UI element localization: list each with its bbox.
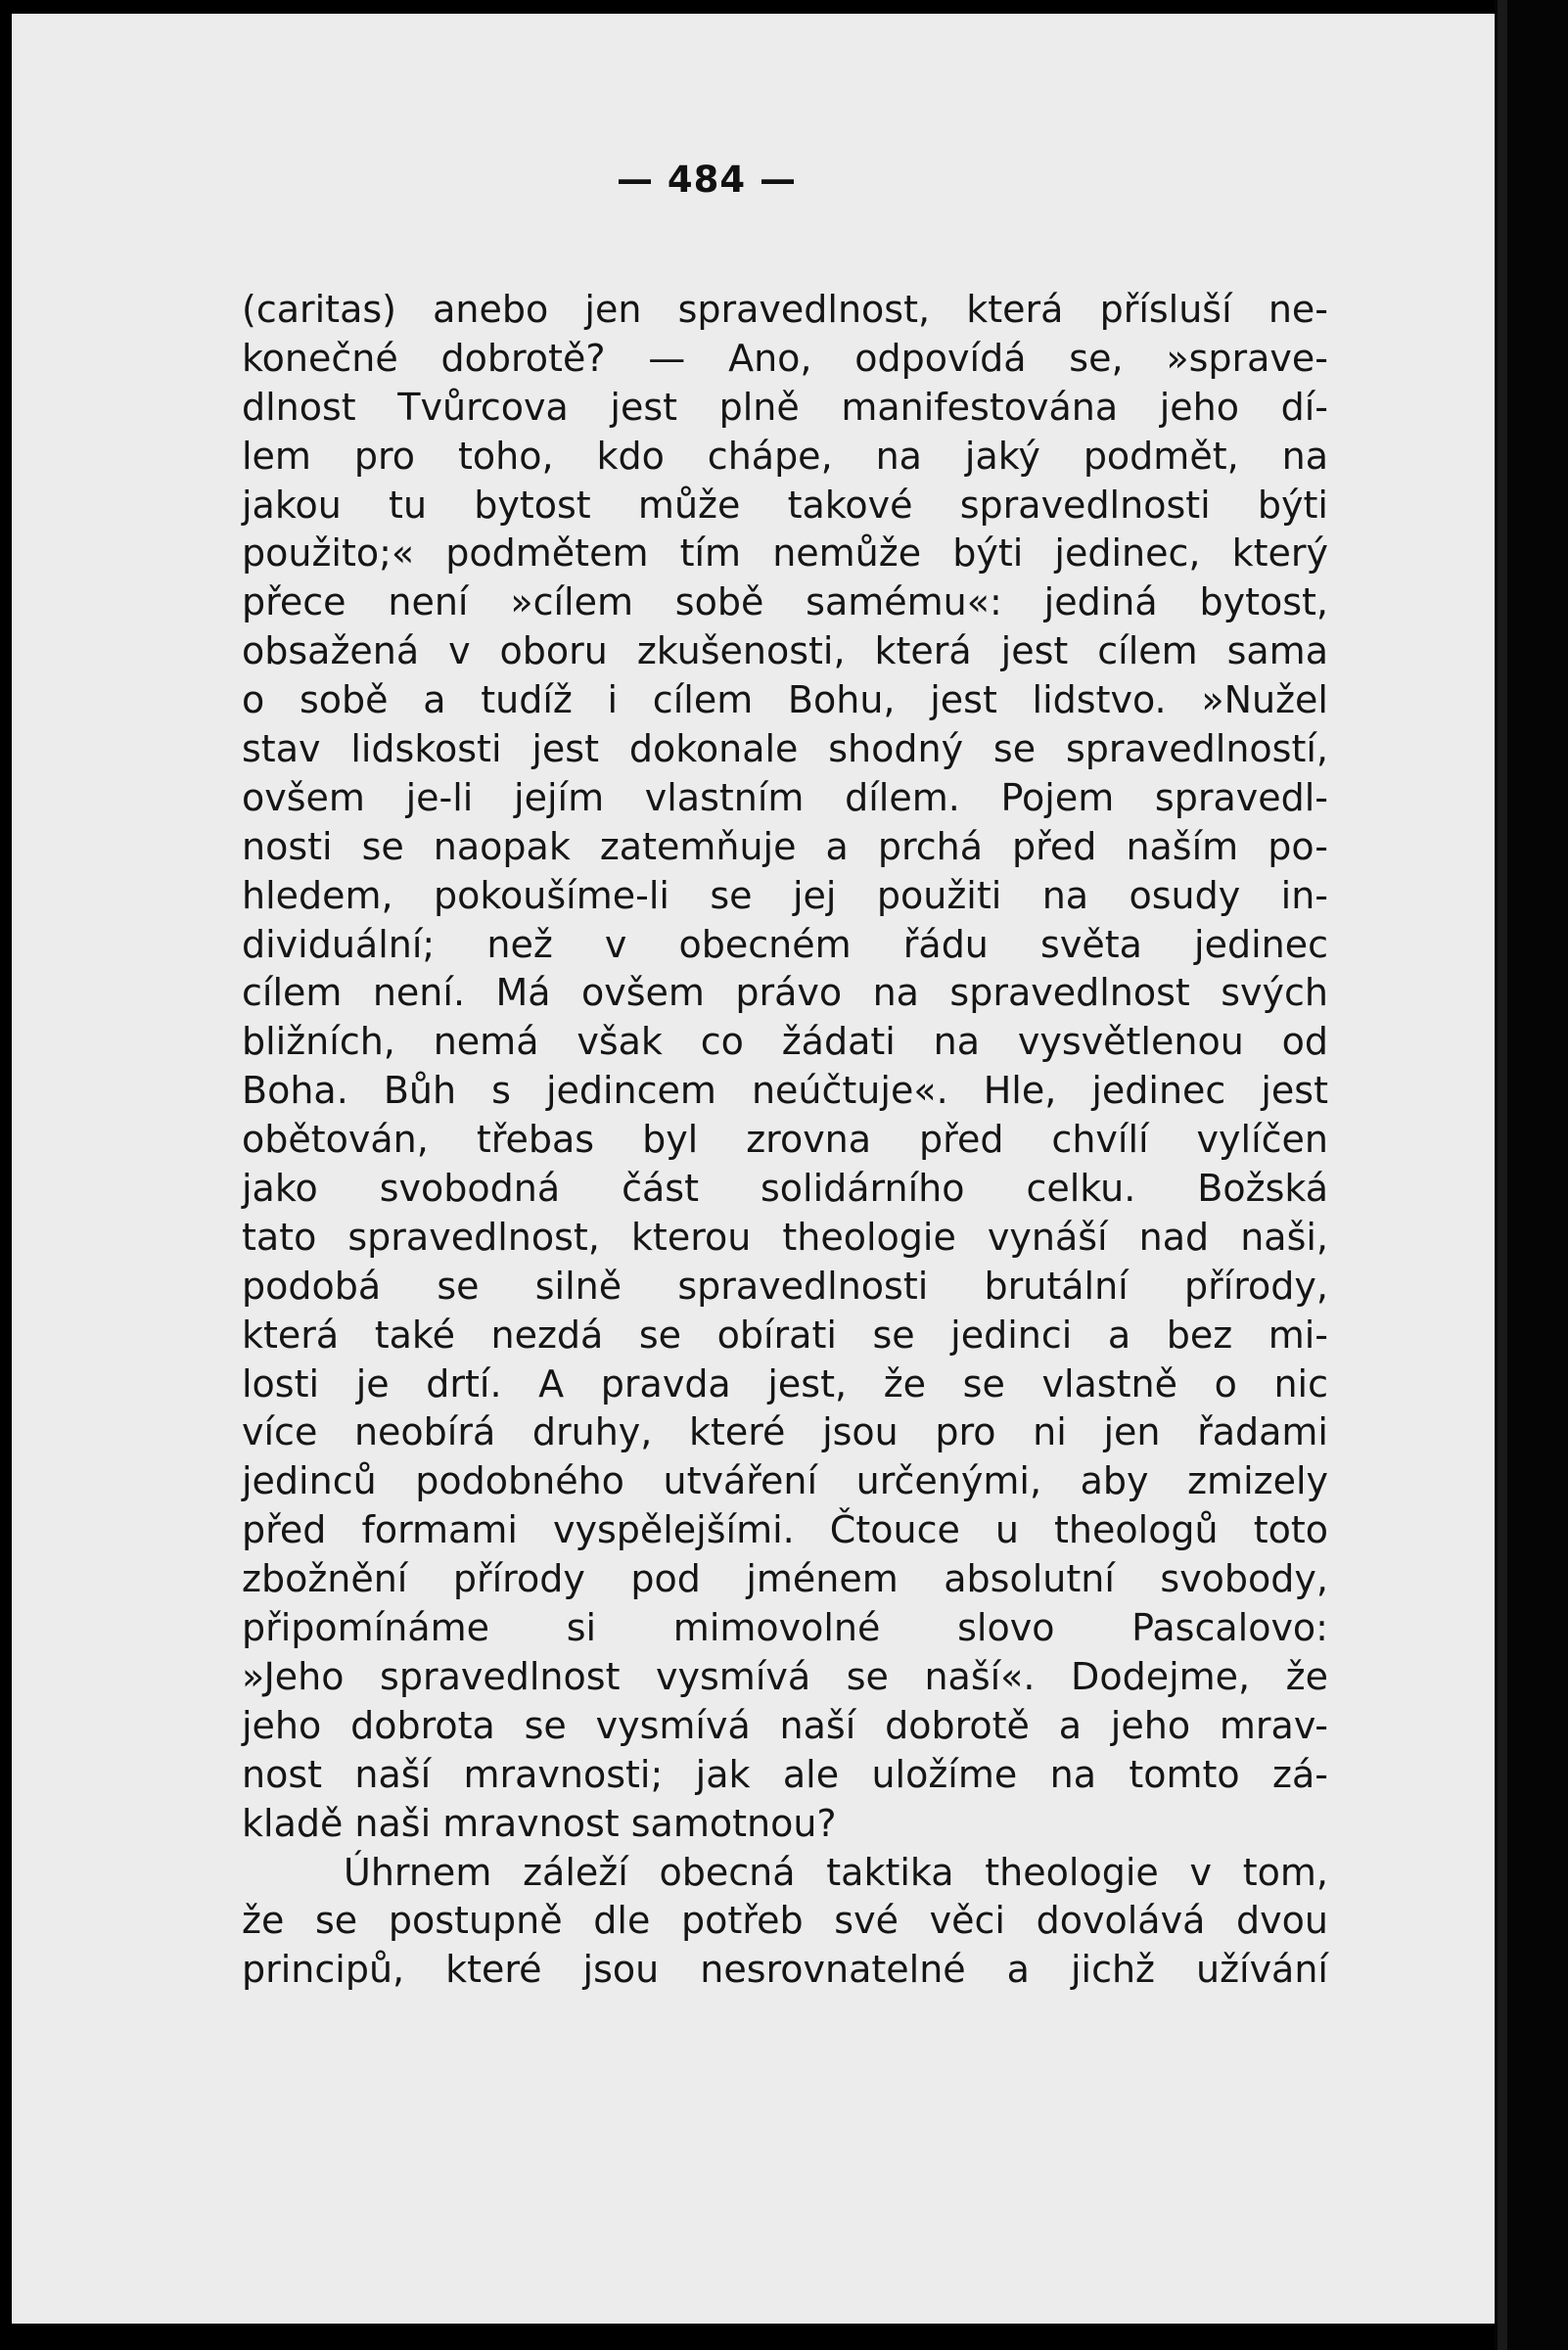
text-line: »Jeho spravedlnost vysmívá se naší«. Dodejme, že xyxy=(242,1654,1328,1698)
text-line: obětován, třebas byl zrovna před chvílí vylíčen xyxy=(242,1118,1328,1162)
text-line: Úhrnem záleží obecná taktika theologie v tom, xyxy=(344,1850,1328,1894)
text-line: jeho dobrota se vysmívá naší dobrotě a jeho mrav- xyxy=(242,1703,1328,1747)
text-line: stav lidskosti jest dokonale shodný se spravedlností, xyxy=(242,727,1328,771)
text-line: více neobírá druhy, které jsou pro ni jen řadami xyxy=(242,1410,1328,1454)
book-page xyxy=(12,14,1495,2324)
text-line: bližních, nemá však co žádati na vysvětlenou od xyxy=(242,1020,1328,1064)
text-line: konečné dobrotě? — Ano, odpovídá se, »sprave- xyxy=(242,336,1328,380)
spine-edge xyxy=(1498,0,1507,2350)
text-line: lem pro toho, kdo chápe, na jaký podmět, na xyxy=(242,434,1328,478)
text-line: která také nezdá se obírati se jedinci a bez mi- xyxy=(242,1313,1328,1357)
body-text xyxy=(242,286,1328,1995)
text-line: Boha. Bůh s jedincem neúčtuje«. Hle, jedinec jest xyxy=(242,1069,1328,1113)
text-line: nost naší mravnosti; jak ale uložíme na tomto zá- xyxy=(242,1752,1328,1796)
text-line: hledem, pokoušíme-li se jej použiti na osudy in- xyxy=(242,873,1328,917)
page-number: — 484 — xyxy=(617,159,797,201)
text-line: zbožnění přírody pod jménem absolutní svobody, xyxy=(242,1557,1328,1601)
text-line: přece není »cílem sobě samému«: jediná bytost, xyxy=(242,580,1328,624)
text-line: o sobě a tudíž i cílem Bohu, jest lidstvo. »Nužel xyxy=(242,678,1328,722)
text-line: jedinců podobného utváření určenými, aby zmizely xyxy=(242,1459,1328,1503)
text-line: (caritas) anebo jen spravedlnost, která přísluší ne- xyxy=(242,288,1328,331)
text-line: cílem není. Má ovšem právo na spravedlnost svých xyxy=(242,971,1328,1015)
text-line: dividuální; než v obecném řádu světa jedinec xyxy=(242,922,1328,966)
text-line: podobá se silně spravedlnosti brutální přírody, xyxy=(242,1264,1328,1308)
text-line: principů, které jsou nesrovnatelné a jichž užívání xyxy=(242,1948,1328,1992)
text-line: nosti se naopak zatemňuje a prchá před naším po- xyxy=(242,824,1328,868)
text-line: tato spravedlnost, kterou theologie vynáší nad naši, xyxy=(242,1215,1328,1259)
text-line: jakou tu bytost může takové spravedlnosti býti xyxy=(242,483,1328,527)
text-line: dlnost Tvůrcova jest plně manifestována jeho dí- xyxy=(242,385,1328,429)
text-line: losti je drtí. A pravda jest, že se vlastně o nic xyxy=(242,1361,1328,1405)
text-line: připomínáme si mimovolné slovo Pascalovo: xyxy=(242,1606,1328,1650)
text-line: použito;« podmětem tím nemůže býti jedinec, který xyxy=(242,531,1328,576)
text-line: ovšem je-li jejím vlastním dílem. Pojem spravedl- xyxy=(242,775,1328,819)
text-line: jako svobodná část solidárního celku. Božská xyxy=(242,1167,1328,1211)
text-line: obsažená v oboru zkušenosti, která jest cílem sama xyxy=(242,629,1328,673)
text-line: že se postupně dle potřeb své věci dovolává dvou xyxy=(242,1899,1328,1943)
text-line: kladě naši mravnost samotnou? xyxy=(242,1801,837,1845)
text-line: před formami vyspělejšími. Čtouce u theologů toto xyxy=(242,1508,1328,1552)
